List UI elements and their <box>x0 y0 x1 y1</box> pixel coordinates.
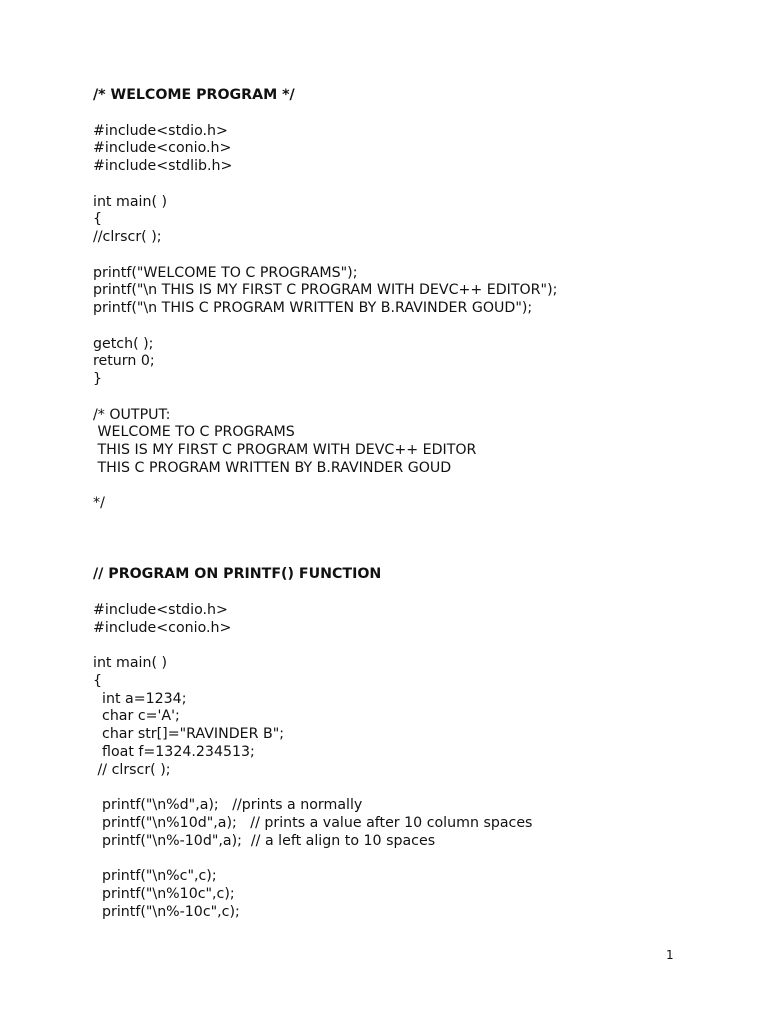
code-line: } <box>93 371 103 387</box>
code-line: #include<stdlib.h> <box>93 158 233 174</box>
code-line: printf("\n%-10d",a); // a left align to 10 spaces <box>93 832 436 849</box>
code-line: { <box>93 211 103 228</box>
code-line <box>93 549 733 567</box>
code-line: #include<conio.h> <box>93 619 232 636</box>
code-line <box>93 779 733 797</box>
code-line <box>93 389 733 407</box>
code-line: printf("\n%10d",a); // prints a value after 10 column spaces <box>93 814 533 831</box>
code-line <box>93 176 733 194</box>
code-line: printf("\n%d",a); //prints a normally <box>93 797 363 813</box>
code-line: //clrscr( ); <box>93 229 162 245</box>
code-line <box>93 531 733 549</box>
code-line: printf("WELCOME TO C PROGRAMS"); <box>93 264 358 281</box>
code-line: /* OUTPUT: <box>93 406 171 423</box>
page-number: 1 <box>666 948 674 962</box>
code-line: #include<stdio.h> <box>93 122 228 139</box>
code-line: WELCOME TO C PROGRAMS <box>93 424 295 441</box>
code-line <box>93 584 733 602</box>
code-line: getch( ); <box>93 335 154 352</box>
code-line: float f=1324.234513; <box>93 743 255 760</box>
document-body <box>93 87 733 921</box>
code-line: char c='A'; <box>93 708 180 725</box>
code-line: THIS C PROGRAM WRITTEN BY B.RAVINDER GOUD <box>93 459 452 476</box>
code-line: // clrscr( ); <box>93 761 171 778</box>
code-line <box>93 850 733 868</box>
code-line: int a=1234; <box>93 690 187 707</box>
code-line <box>93 105 733 123</box>
section-heading: /* WELCOME PROGRAM */ <box>93 87 295 103</box>
code-line: THIS IS MY FIRST C PROGRAM WITH DEVC++ EDITOR <box>93 442 477 458</box>
code-line: printf("\n%-10c",c); <box>93 903 240 920</box>
code-line: return 0; <box>93 353 155 370</box>
code-line <box>93 318 733 336</box>
code-line: #include<stdio.h> <box>93 601 228 618</box>
section-heading: // PROGRAM ON PRINTF() FUNCTION <box>93 566 382 583</box>
code-line: printf("\n%10c",c); <box>93 885 235 902</box>
code-line <box>93 513 733 531</box>
code-line: printf("\n THIS IS MY FIRST C PROGRAM WITH DEVC++ EDITOR"); <box>93 282 558 299</box>
code-line: int main( ) <box>93 193 168 210</box>
code-line <box>93 478 733 496</box>
code-line <box>93 637 733 655</box>
code-line: printf("\n%c",c); <box>93 868 217 884</box>
code-line: */ <box>93 495 105 512</box>
code-line: { <box>93 672 103 689</box>
code-line: int main( ) <box>93 655 168 671</box>
code-line: char str[]="RAVINDER B"; <box>93 726 284 742</box>
code-line: printf("\n THIS C PROGRAM WRITTEN BY B.RAVINDER GOUD"); <box>93 300 533 316</box>
code-line <box>93 247 733 265</box>
code-line: #include<conio.h> <box>93 140 232 157</box>
